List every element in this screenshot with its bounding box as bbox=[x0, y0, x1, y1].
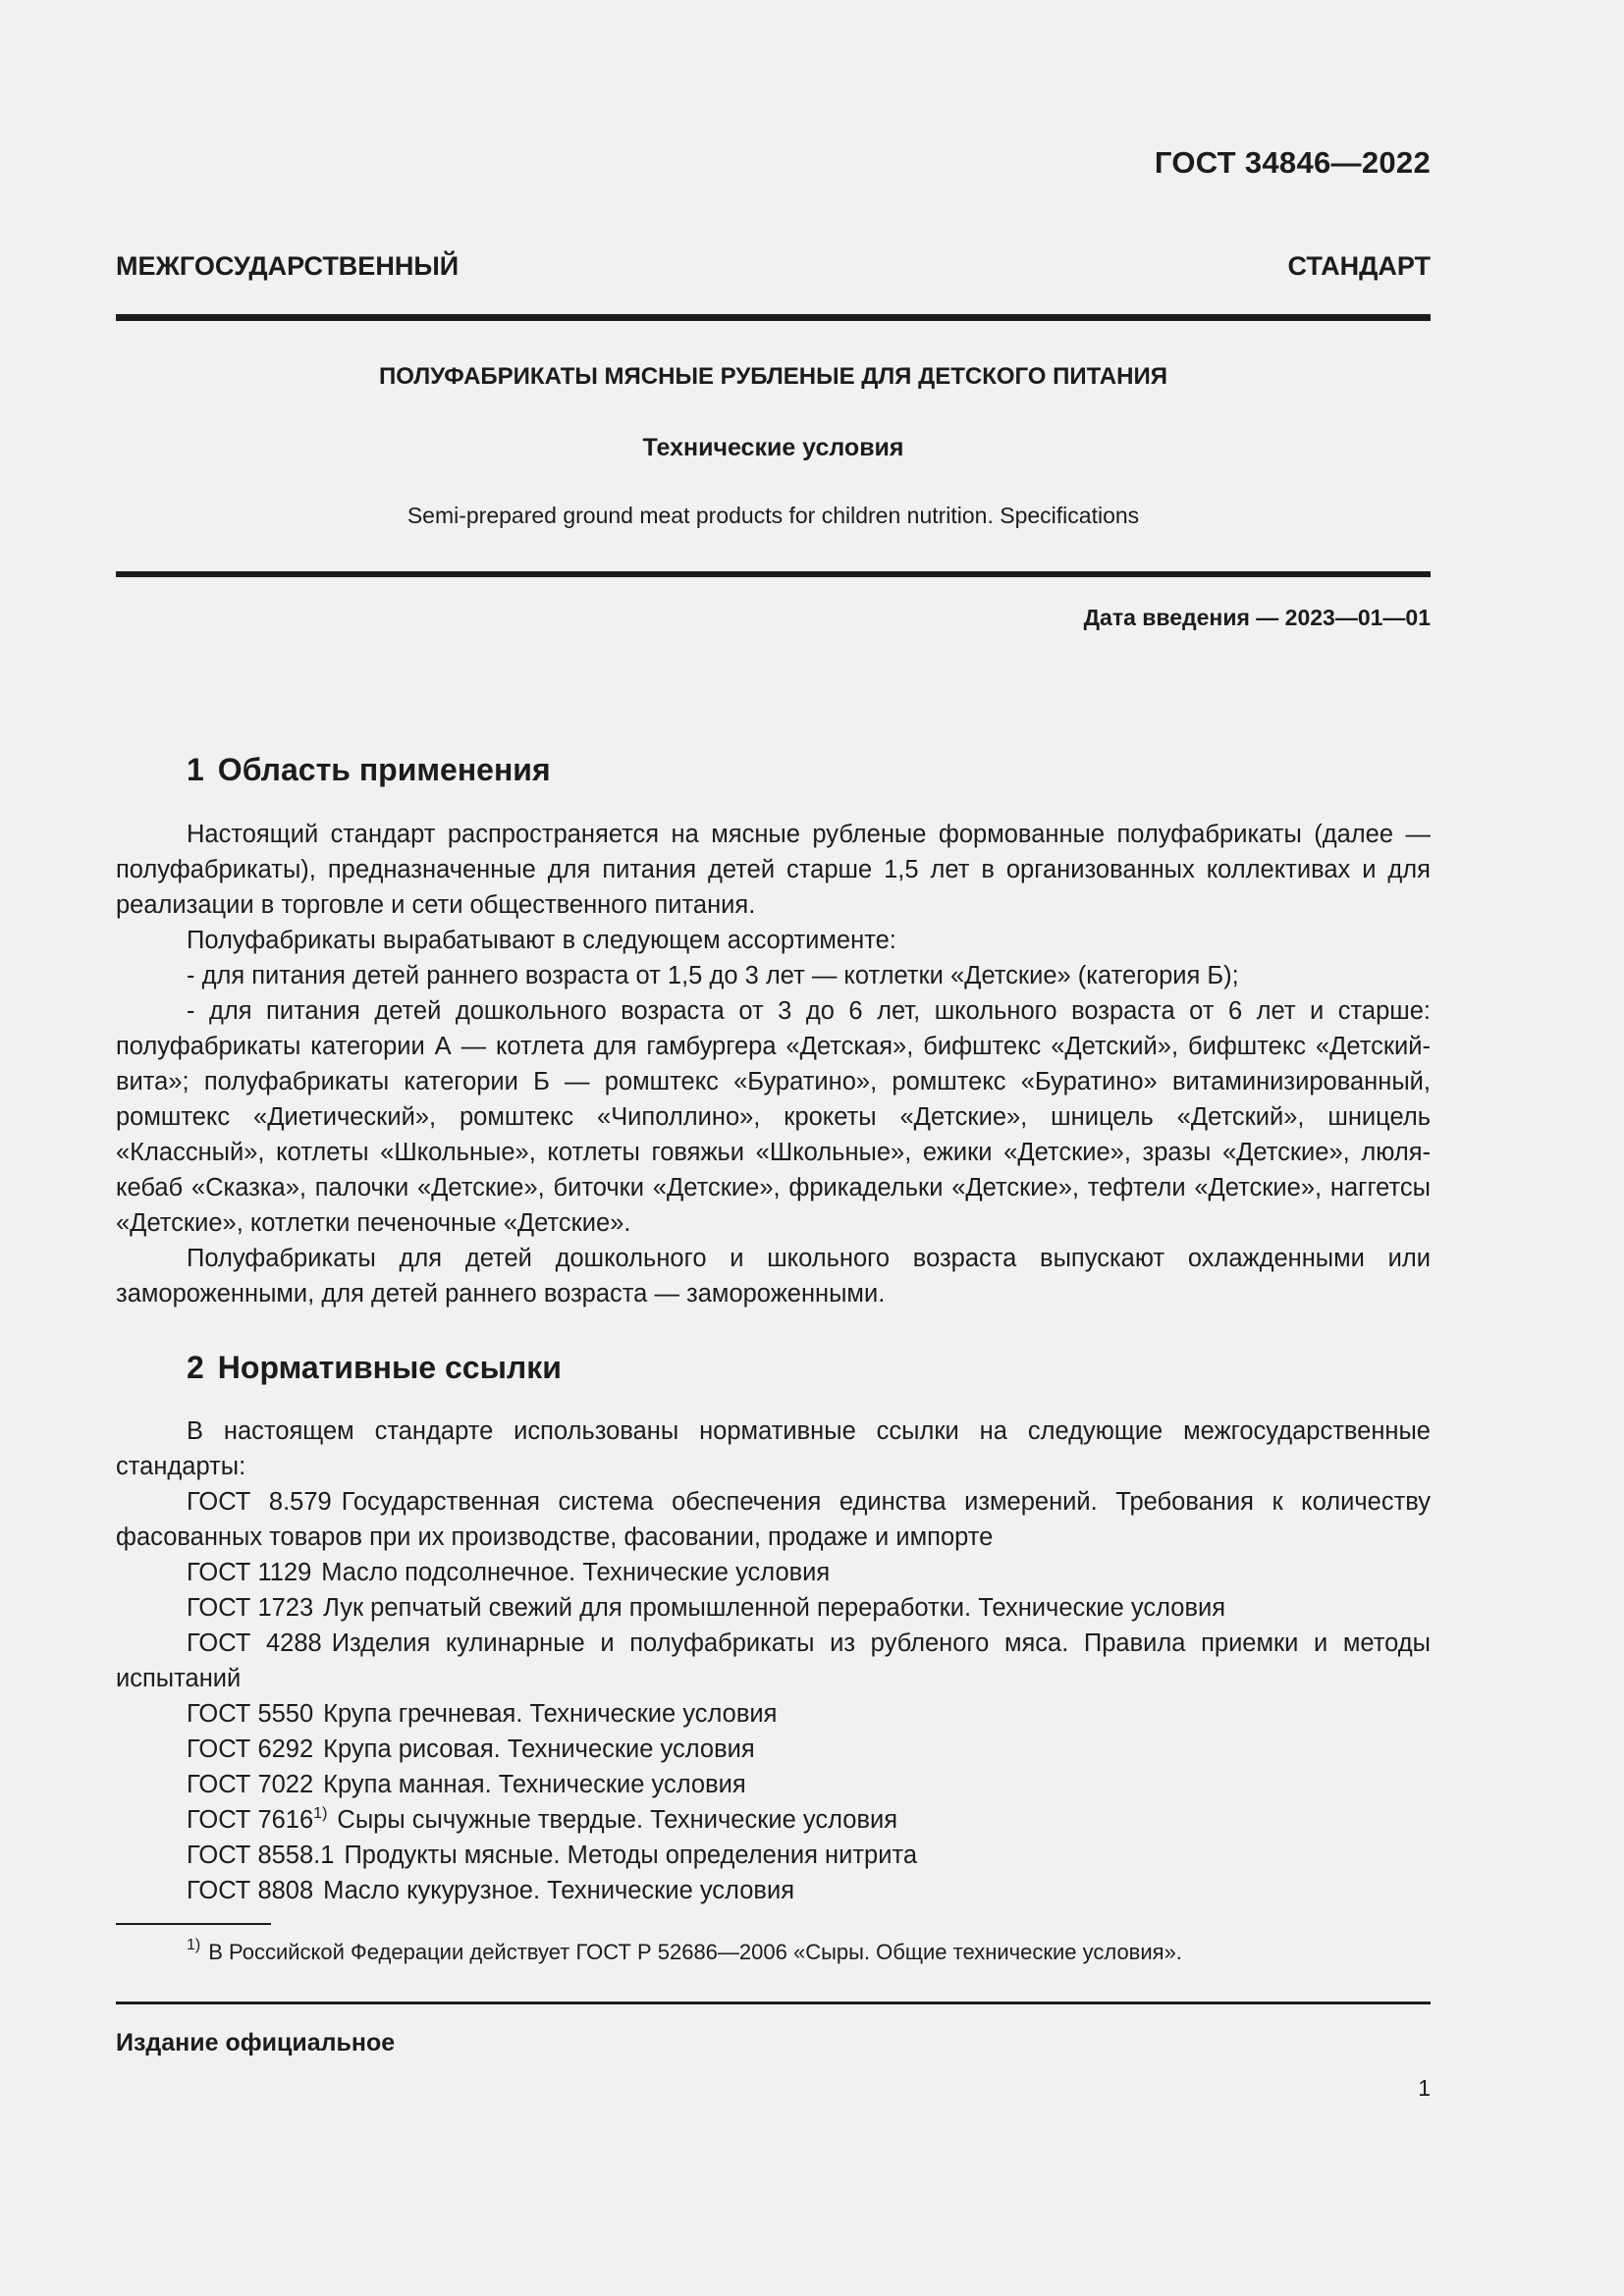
reference-code: ГОСТ 1723 bbox=[187, 1594, 314, 1622]
reference-item bbox=[116, 1555, 1431, 1590]
footnote-rule bbox=[116, 1923, 271, 1925]
section-1-number: 1 bbox=[187, 752, 204, 787]
reference-code: ГОСТ 4288 bbox=[187, 1629, 322, 1657]
edition-label: Издание официальное bbox=[116, 2029, 396, 2056]
reference-item bbox=[116, 1767, 1431, 1802]
reference-item bbox=[116, 1626, 1431, 1696]
section-2-title: Нормативные ссылки bbox=[217, 1350, 562, 1385]
paragraph: Полуфабрикаты вырабатывают в следующем ассортименте: bbox=[187, 927, 896, 954]
reference-code: ГОСТ 7616 bbox=[187, 1806, 314, 1834]
reference-item bbox=[116, 1802, 1431, 1838]
reference-item bbox=[116, 1838, 1431, 1873]
reference-title: Крупа гречневая. Технические условия bbox=[323, 1700, 778, 1728]
page-number: 1 bbox=[1418, 2075, 1431, 2101]
reference-code: ГОСТ 8808 bbox=[187, 1877, 314, 1904]
section-2-number: 2 bbox=[187, 1350, 204, 1385]
standard-category-text: МЕЖГОСУДАРСТВЕННЫЙ СТАНДАРТ bbox=[116, 251, 1431, 281]
english-title: Semi-prepared ground meat products for children nutrition. Specifications bbox=[406, 503, 1140, 528]
reference-item bbox=[116, 1484, 1431, 1555]
document-title: ПОЛУФАБРИКАТЫ МЯСНЫЕ РУБЛЕНЫЕ ДЛЯ ДЕТСКОГО ПИТАНИЯ bbox=[379, 363, 1167, 390]
reference-title: Продукты мясные. Методы определения нитрита bbox=[344, 1842, 918, 1869]
section-1-heading bbox=[187, 752, 551, 788]
reference-code: ГОСТ 1129 bbox=[187, 1559, 312, 1586]
footnote-text: В Российской Федерации действует ГОСТ Р 52686—2006 «Сыры. Общие технические условия». bbox=[208, 1940, 1182, 1964]
section-2-heading bbox=[187, 1350, 562, 1386]
header-rule bbox=[116, 314, 1431, 321]
list-item: - для питания детей дошкольного возраста от 3 до 6 лет, школьного возраста от 6 лет и старше: полуфабрикаты категории А — котлета для гамбургера «Детская», бифштекс «Детский», бифштекс «Детский-вита»; полуфабрикаты категории Б — ромштекс «Буратино», ромштекс «Буратино» витаминизированный, ромштекс «Диетический», ромштекс «Чиполлино», крокеты «Детские», шницель «Детский», шницель «Классный», котлеты «Школьные», котлеты говяжьи «Школьные», ежики «Детские», зразы «Детские», люля-кебаб «Сказка», палочки «Детские», биточки «Детские», фрикадельки «Детские», тефтели «Детские», наггетсы «Детские», котлетки печеночные «Детские». bbox=[116, 997, 1431, 1237]
standard-number: ГОСТ 34846—2022 bbox=[1154, 145, 1431, 180]
introduction-date: Дата введения — 2023—01—01 bbox=[1083, 605, 1431, 630]
references-intro: В настоящем стандарте использованы нормативные ссылки на следующие межгосударственные стандарты: bbox=[116, 1417, 1431, 1480]
paragraph: Полуфабрикаты для детей дошкольного и школьного возраста выпускают охлажденными или замороженными, для детей раннего возраста — замороженными. bbox=[116, 1245, 1431, 1308]
reference-title: Масло подсолнечное. Технические условия bbox=[321, 1559, 831, 1586]
reference-title: Лук репчатый свежий для промышленной переработки. Технические условия bbox=[323, 1594, 1226, 1622]
reference-code: ГОСТ 6292 bbox=[187, 1735, 314, 1763]
footnote bbox=[187, 1937, 1182, 1965]
section-1-body bbox=[116, 817, 1431, 1311]
reference-item bbox=[116, 1732, 1431, 1767]
reference-title: Изделия кулинарные и полуфабрикаты из рубленого мяса. Правила приемки и методы испытаний bbox=[116, 1629, 1431, 1692]
footer-rule bbox=[116, 2002, 1431, 2004]
reference-code: ГОСТ 5550 bbox=[187, 1700, 314, 1728]
reference-title: Крупа манная. Технические условия bbox=[323, 1771, 746, 1798]
reference-item bbox=[116, 1590, 1431, 1626]
footnote-reference[interactable]: 1) bbox=[313, 1805, 328, 1822]
document-page bbox=[116, 0, 1431, 2296]
reference-title: Государственная система обеспечения единства измерений. Требования к количеству фасованных товаров при их производстве, фасовании, продаже и импорте bbox=[116, 1488, 1431, 1551]
document-subtitle: Технические условия bbox=[642, 434, 904, 461]
reference-title: Масло кукурузное. Технические условия bbox=[323, 1877, 795, 1904]
reference-title: Сыры сычужные твердые. Технические условия bbox=[337, 1806, 898, 1834]
reference-code: ГОСТ 8.579 bbox=[187, 1488, 332, 1516]
paragraph: Настоящий стандарт распространяется на мясные рубленые формованные полуфабрикаты (далее — полуфабрикаты), предназначенные для питания детей старше 1,5 лет в организованных коллективах и для реализации в торговле и сети общественного питания. bbox=[116, 821, 1431, 919]
references-list bbox=[116, 1414, 1431, 1908]
reference-item bbox=[116, 1696, 1431, 1732]
standard-category bbox=[116, 251, 1431, 282]
reference-code: ГОСТ 8558.1 bbox=[187, 1842, 335, 1869]
reference-item bbox=[116, 1873, 1431, 1908]
footnote-mark: 1) bbox=[187, 1937, 201, 1953]
reference-title: Крупа рисовая. Технические условия bbox=[323, 1735, 755, 1763]
reference-code: ГОСТ 7022 bbox=[187, 1771, 314, 1798]
list-item: - для питания детей раннего возраста от 1,5 до 3 лет — котлетки «Детские» (категория Б); bbox=[187, 962, 1239, 989]
section-1-title: Область применения bbox=[217, 752, 551, 787]
title-rule bbox=[116, 571, 1431, 577]
